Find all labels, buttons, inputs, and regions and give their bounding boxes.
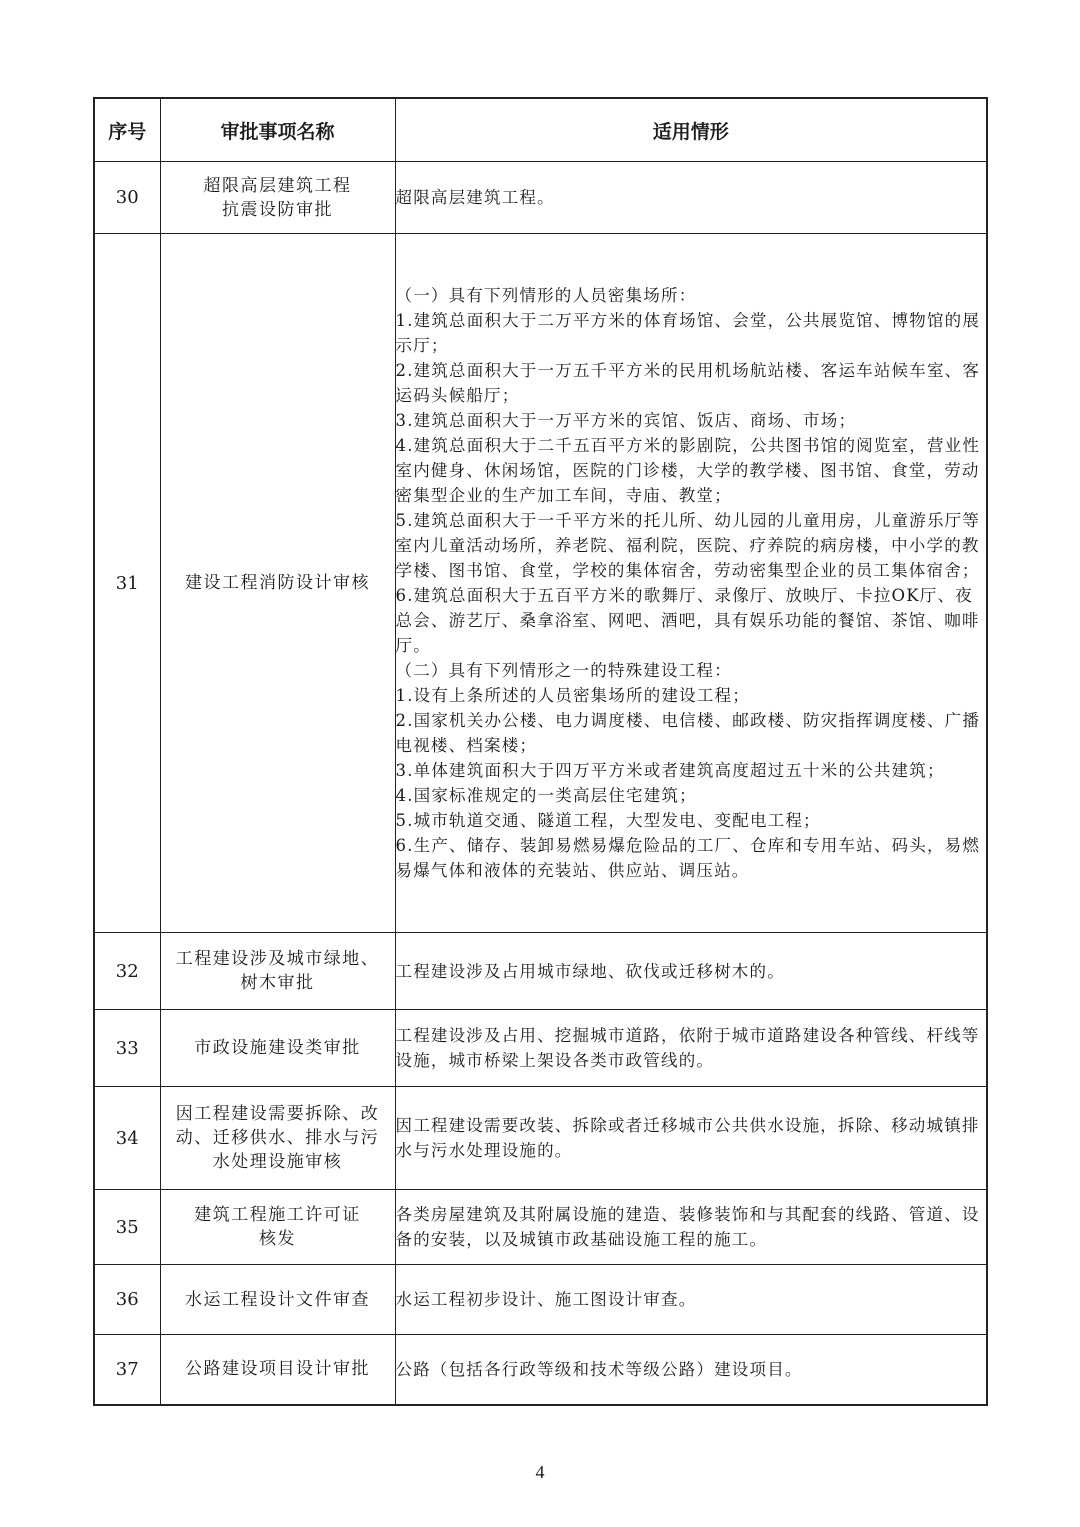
condition-line: （二）具有下列情形之一的特殊建设工程： [395, 661, 732, 680]
condition-line: 公路（包括各行政等级和技术等级公路）建设项目。 [395, 1359, 803, 1379]
name-line: 抗震设防审批 [222, 199, 333, 220]
name-line: 因工程建设需要拆除、改 [175, 1104, 380, 1124]
table-header-row [94, 98, 987, 162]
row-number: 30 [94, 162, 160, 234]
row-number: 36 [94, 1265, 160, 1335]
row-name [160, 1190, 395, 1265]
condition-line: 2.建筑总面积大于一万五千平方米的民用机场航站楼、客运车站候车室、客运码头候船厅； [395, 361, 981, 405]
condition-line: 4.国家标准规定的一类高层住宅建筑； [395, 786, 697, 805]
table-row [94, 1087, 987, 1190]
row-number: 31 [94, 234, 160, 933]
row-number: 35 [94, 1190, 160, 1265]
table-row [94, 1010, 987, 1087]
condition-line: 因工程建设需要改装、拆除或者迁移城市公共供水设施，拆除、移动城镇排水与污水处理设施的。 [395, 1116, 980, 1160]
page-number: 4 [535, 1462, 545, 1482]
condition-line: 6.生产、储存、装卸易燃易爆危险品的工厂、仓库和专用车站、码头，易燃易爆气体和液体的充装站、供应站、调压站。 [395, 836, 981, 880]
header-conditions: 适用情形 [395, 98, 987, 162]
name-line: 建设工程消防设计审核 [185, 573, 370, 593]
name-line: 动、迁移供水、排水与污 [175, 1128, 380, 1148]
table-row [94, 1190, 987, 1265]
condition-line: 超限高层建筑工程。 [395, 188, 555, 207]
row-conditions [395, 234, 987, 933]
name-line: 超限高层建筑工程 [203, 175, 352, 196]
table-row [94, 162, 987, 234]
row-conditions [395, 1190, 987, 1265]
table-row [94, 1265, 987, 1335]
header-number: 序号 [94, 98, 160, 162]
row-conditions [395, 1265, 987, 1335]
condition-line: 5.建筑总面积大于一千平方米的托儿所、幼儿园的儿童用房，儿童游乐厅等室内儿童活动场所，养老院、福利院，医院、疗养院的病房楼，中小学的教学楼、图书馆、食堂，学校的集体宿舍，劳动密集型企业的员工集体宿舍； [395, 511, 981, 580]
name-line: 工程建设涉及城市绿地、 [175, 949, 380, 969]
condition-line: 各类房屋建筑及其附属设施的建造、装修装饰和与其配套的线路、管道、设备的安装，以及城镇市政基础设施工程的施工。 [395, 1205, 980, 1249]
row-number: 34 [94, 1087, 160, 1190]
row-name [160, 162, 395, 234]
row-name [160, 1087, 395, 1190]
table-row [94, 933, 987, 1010]
condition-line: （一）具有下列情形的人员密集场所： [395, 286, 697, 305]
header-name: 审批事项名称 [160, 98, 395, 162]
row-name [160, 1335, 395, 1405]
row-name [160, 933, 395, 1010]
row-conditions [395, 1335, 987, 1405]
name-line: 水运工程设计文件审查 [185, 1289, 370, 1310]
name-line: 公路建设项目设计审批 [185, 1359, 370, 1380]
row-conditions [395, 933, 987, 1010]
name-line: 市政设施建设类审批 [194, 1038, 361, 1058]
row-name [160, 1265, 395, 1335]
name-line: 树木审批 [240, 973, 315, 993]
name-line: 建筑工程施工许可证 [194, 1205, 361, 1225]
row-name [160, 234, 395, 933]
approval-items-table [93, 97, 988, 1406]
condition-line: 3.建筑总面积大于一万平方米的宾馆、饭店、商场、市场； [395, 411, 857, 430]
condition-line: 工程建设涉及占用城市绿地、砍伐或迁移树木的。 [395, 961, 785, 981]
row-conditions [395, 162, 987, 234]
row-conditions [395, 1087, 987, 1190]
name-line: 核发 [259, 1229, 296, 1249]
row-name [160, 1010, 395, 1087]
condition-line: 5.城市轨道交通、隧道工程，大型发电、变配电工程； [395, 811, 821, 830]
row-conditions [395, 1010, 987, 1087]
table-row [94, 1335, 987, 1405]
row-number: 37 [94, 1335, 160, 1405]
name-line: 水处理设施审核 [212, 1152, 343, 1172]
condition-line: 1.设有上条所述的人员密集场所的建设工程； [395, 686, 750, 705]
table-row [94, 234, 987, 933]
row-number: 32 [94, 933, 160, 1010]
row-number: 33 [94, 1010, 160, 1087]
condition-line: 水运工程初步设计、施工图设计审查。 [395, 1290, 697, 1309]
condition-line: 工程建设涉及占用、挖掘城市道路，依附于城市道路建设各种管线、杆线等设施，城市桥梁上架设各类市政管线的。 [395, 1026, 980, 1070]
condition-line: 1.建筑总面积大于二万平方米的体育场馆、会堂，公共展览馆、博物馆的展示厅； [395, 311, 981, 355]
condition-line: 2.国家机关办公楼、电力调度楼、电信楼、邮政楼、防灾指挥调度楼、广播电视楼、档案楼； [395, 711, 981, 755]
condition-line: 6.建筑总面积大于五百平方米的歌舞厅、录像厅、放映厅、卡拉OK厅、夜总会、游艺厅、桑拿浴室、网吧、酒吧，具有娱乐功能的餐馆、茶馆、咖啡厅。 [395, 586, 980, 655]
condition-line: 3.单体建筑面积大于四万平方米或者建筑高度超过五十米的公共建筑； [395, 761, 945, 780]
condition-line: 4.建筑总面积大于二千五百平方米的影剧院，公共图书馆的阅览室，营业性室内健身、休闲场馆，医院的门诊楼，大学的教学楼、图书馆、食堂，劳动密集型企业的生产加工车间，寺庙、教堂； [395, 436, 981, 505]
